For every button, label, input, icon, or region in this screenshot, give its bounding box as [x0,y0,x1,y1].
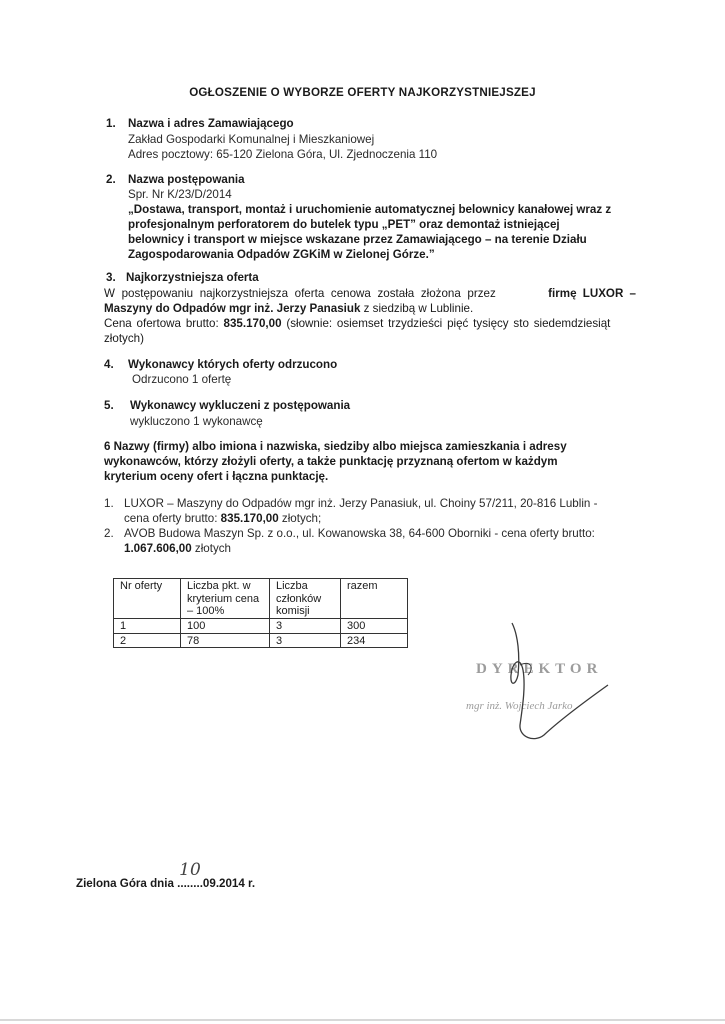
offer-2-price-suffix: złotych [191,542,232,555]
section-3-heading: Najkorzystniejsza oferta [126,271,259,284]
section-6-heading-line: kryterium oceny ofert i łączna punktację. [104,470,329,483]
offer-1-price: 835.170,00 [220,512,279,525]
section-2-reference: Spr. Nr K/23/D/2014 [128,188,232,201]
offer-1-line2 [124,511,321,526]
section-5-heading: Wykonawcy wykluczeni z postępowania [130,399,351,412]
section-2-desc-line: Zagospodarowania Odpadów ZGKiM w Zielonej Górze.” [128,248,435,261]
section-3-line3 [104,316,610,331]
section-2-number: 2. [106,173,116,186]
section-3-line4: złotych) [104,332,144,345]
offer-1-line1: LUXOR – Maszyny do Odpadów mgr inż. Jerzy Panasiuk, ul. Choiny 57/211, 20-816 Lublin - [124,497,598,510]
table-cell: 78 [181,633,270,648]
section-1-heading: Nazwa i adres Zamawiającego [128,117,294,130]
section-5-number: 5. [104,399,114,412]
section-1-line1: Zakład Gospodarki Komunalnej i Mieszkaniowej [128,133,375,146]
date-dots: ........ [177,877,203,890]
section-4-text: Odrzucono 1 ofertę [132,373,232,386]
section-3-number: 3. [106,271,116,284]
section-2-desc-line: „Dostawa, transport, montaż i uruchomienie automatycznej belownicy kanałowej wraz z [128,203,612,216]
table-cell: 3 [270,619,341,634]
handwritten-day: 10 [179,860,201,880]
offer-1-number: 1. [104,497,114,510]
table-row [114,619,408,634]
offer-1-price-suffix: złotych; [278,512,322,525]
offer-2-number: 2. [104,527,114,540]
section-5-text: wykluczono 1 wykonawcę [130,415,263,428]
document-title: OGŁOSZENIE O WYBORZE OFERTY NAJKORZYSTNIEJSZEJ [189,86,536,99]
table-cell: 300 [341,619,408,634]
table-cell: 2 [114,633,181,648]
offer-2-price: 1.067.606,00 [124,542,192,555]
table-cell: 1 [114,619,181,634]
section-6-heading-line: 6 Nazwy (firmy) albo imiona i nazwiska, siedziby albo miejsca zamieszkania i adresy [104,440,567,453]
offer-1-price-label: cena oferty brutto: [124,512,221,525]
table-header-cell: razem [341,579,408,619]
section-4-number: 4. [104,358,114,371]
place-label: Zielona Góra dnia [76,877,178,890]
section-3-price-label: Cena ofertowa brutto: [104,317,224,330]
table-header-cell: Liczba pkt. w kryterium cena – 100% [181,579,270,619]
signature-icon [490,615,620,750]
table-header-row [114,579,408,619]
table-row [114,633,408,648]
results-table [113,578,408,648]
section-1-line2: Adres pocztowy: 65-120 Zielona Góra, Ul. Zjednoczenia 110 [128,148,438,161]
section-2-heading: Nazwa postępowania [128,173,245,186]
section-4-heading: Wykonawcy których oferty odrzucono [128,358,338,371]
director-stamp-title: DYREKTOR [476,661,603,677]
section-3-text: W postępowaniu najkorzystniejsza oferta cenowa została złożona przez [104,287,496,300]
place-and-date [76,860,256,891]
section-2-desc-line: belownicy i transport w miejsce wskazane przez Zamawiającego – na terenie Działu [128,233,587,246]
table-cell: 234 [341,633,408,648]
table-cell: 100 [181,619,270,634]
offer-2-line2 [124,541,231,556]
section-3-line1 [104,286,636,301]
section-3-winner-firm: firmę LUXOR – [548,287,636,300]
offer-2-line1: AVOB Budowa Maszyn Sp. z o.o., ul. Kowanowska 38, 64-600 Oborniki - cena oferty brutto: [124,527,595,540]
table-header-cell: Nr oferty [114,579,181,619]
section-3-text: z siedzibą w Lublinie. [360,302,474,315]
table-cell: 3 [270,633,341,648]
section-3-price-words: (słownie: osiemset trzydzieści pięć tysięcy sto siedemdziesiąt [281,317,611,330]
table-header-cell: Liczba członków komisji [270,579,341,619]
date-month-year: 09.2014 r. [202,877,256,890]
section-2-desc-line: profesjonalnym perforatorem do butelek typu „PET” oraz demontaż istniejącej [128,218,560,231]
section-1-number: 1. [106,117,116,130]
section-3-price: 835.170,00 [223,317,282,330]
section-3-line2 [104,301,473,316]
section-3-winner-name: Maszyny do Odpadów mgr inż. Jerzy Panasiuk [104,302,361,315]
scan-edge [0,1019,725,1021]
director-stamp-name: mgr inż. Wojciech Jarko [466,700,573,712]
section-6-heading-line: wykonawców, którzy złożyli oferty, a także punktację przyznaną ofertom w każdym [104,455,558,468]
